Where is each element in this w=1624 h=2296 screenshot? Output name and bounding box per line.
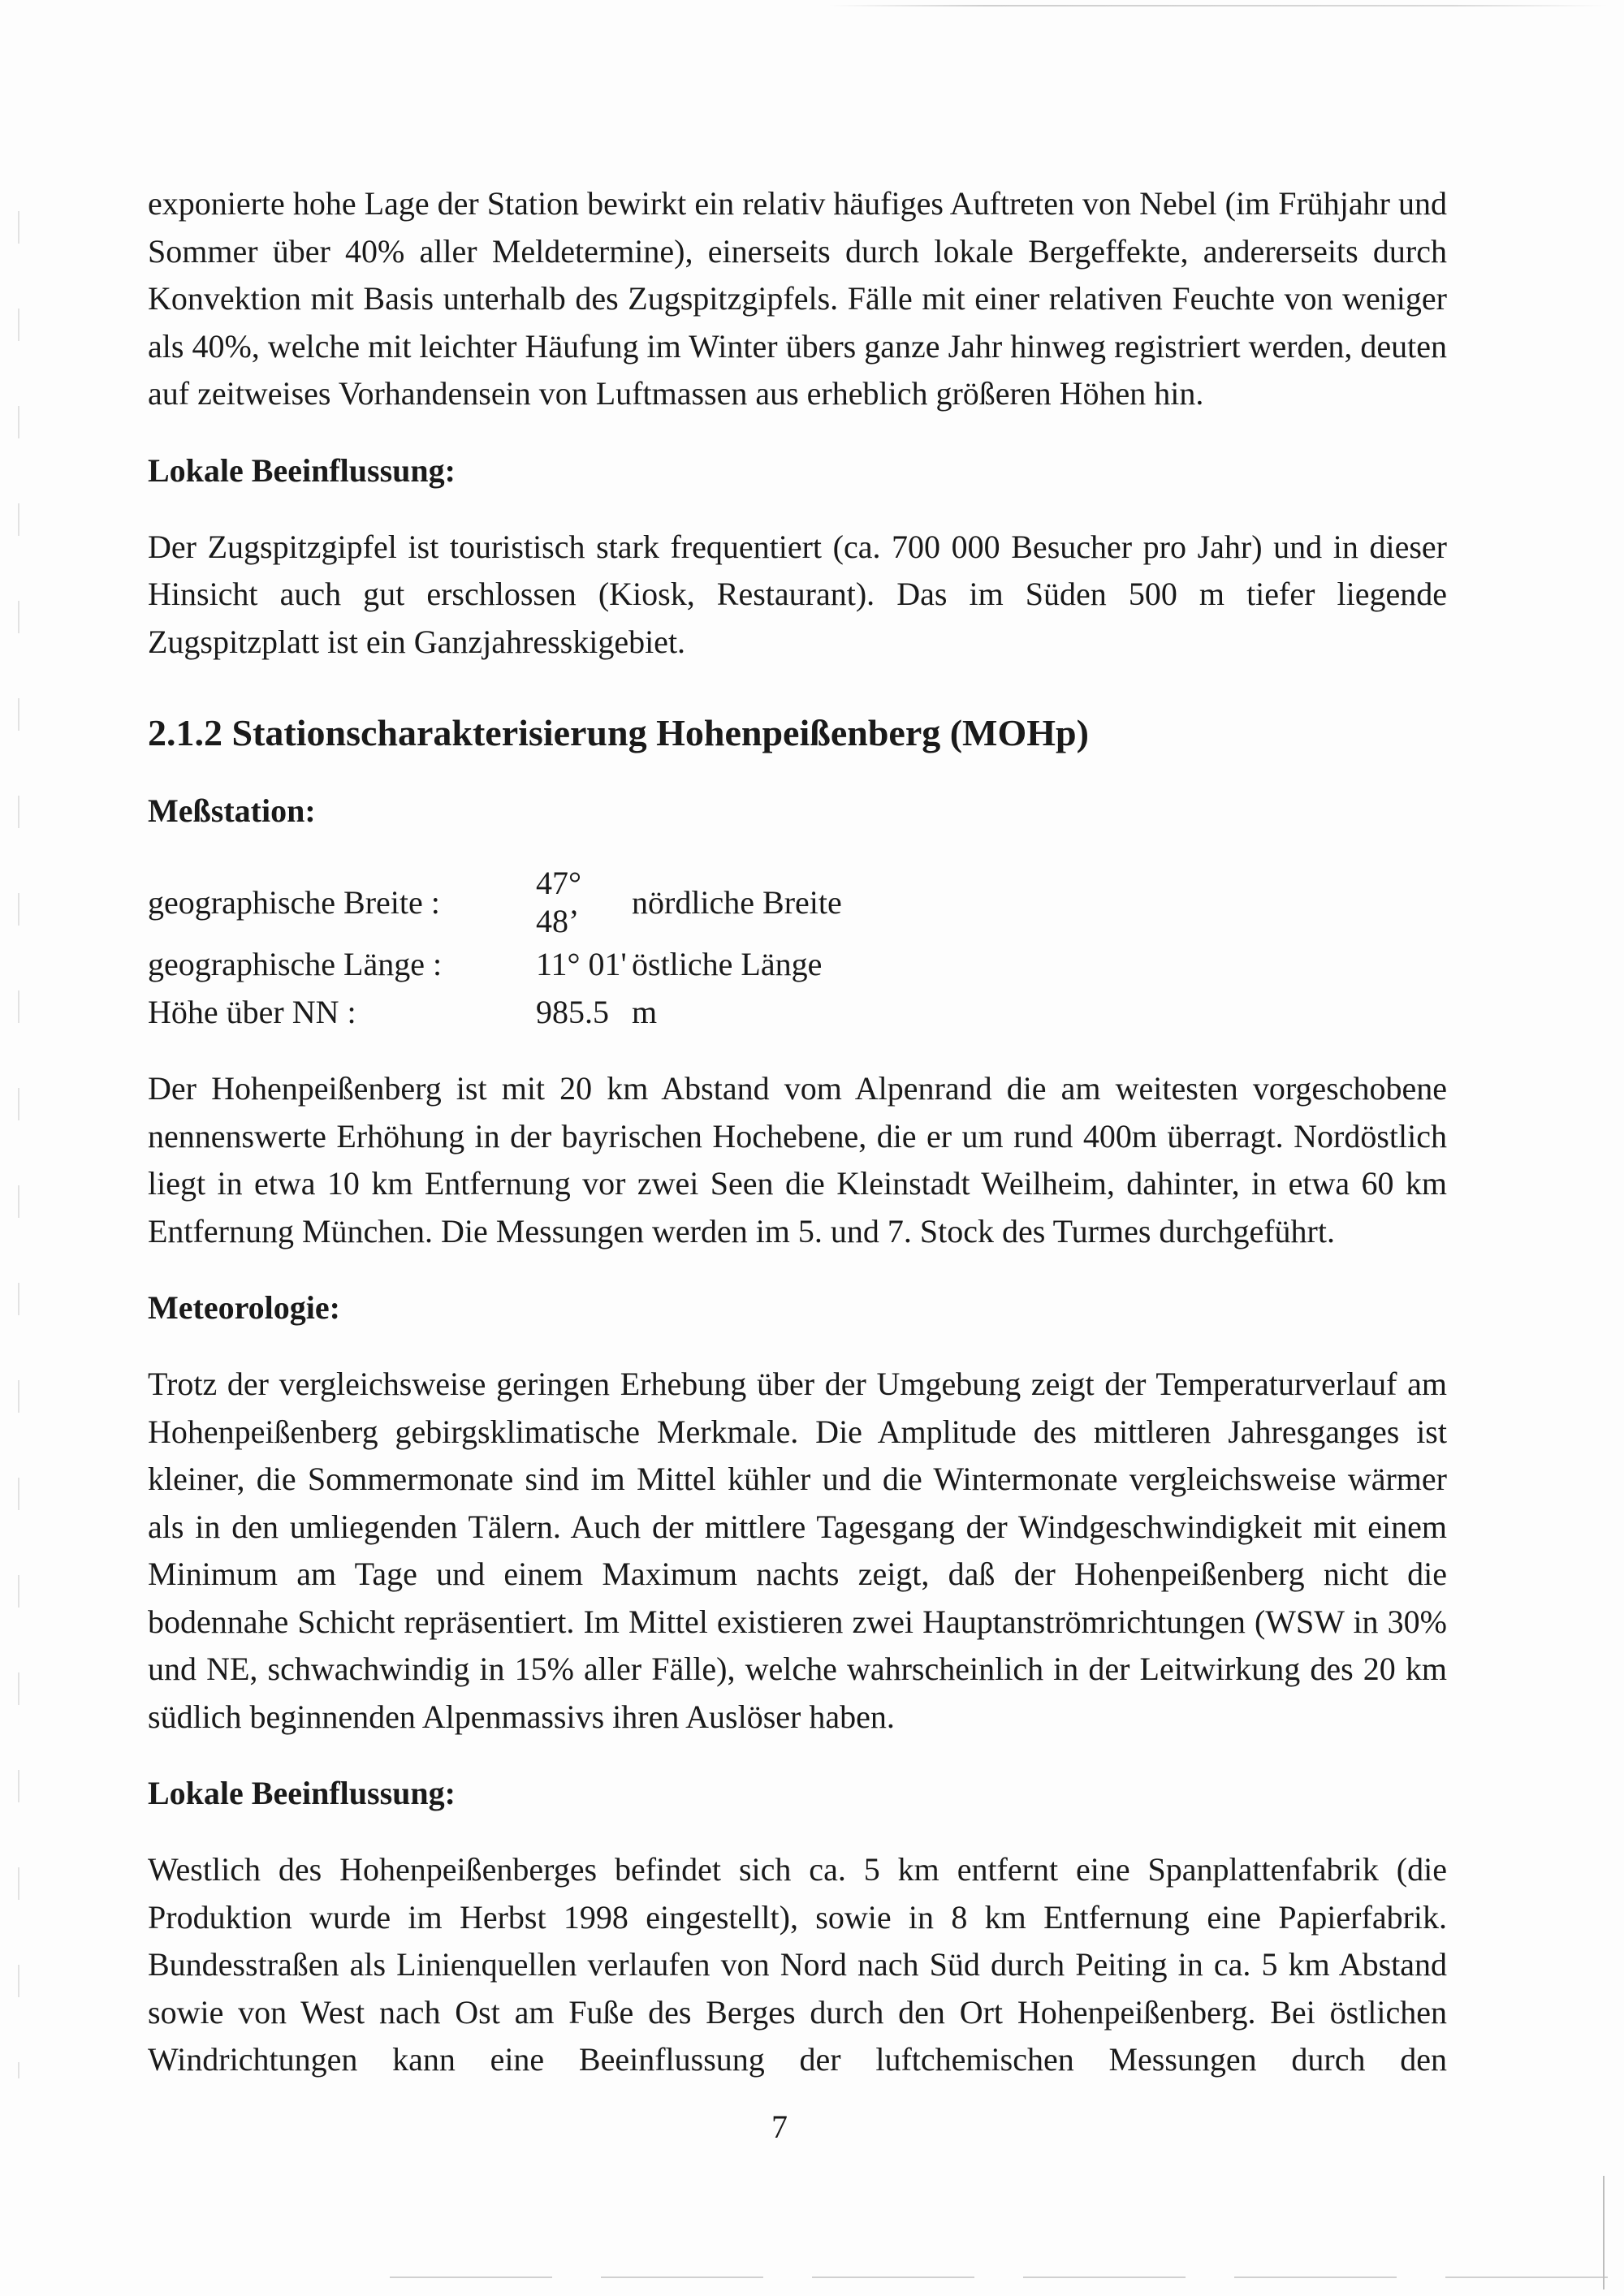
scan-artifact-bottom <box>390 2277 1608 2278</box>
coord-value: 47° 48’ <box>536 865 581 939</box>
heading-meteorology: Meteorologie: <box>148 1289 340 1326</box>
intro-paragraph: exponierte hohe Lage der Station bewirkt ein relativ häufiges Auftreten von Nebel (im Frühjahr und Sommer über 40% aller Meldetermine), einerseits durch lokale Bergeffekte, andererseits durch Konvektion mit Basis unterhalb des Zugspitzgipfels. Fälle mit einer relativen Feuchte von weniger als 40%, welche mit leichter Häufung im Winter übers ganze Jahr hinweg registriert werden, deuten auf zeitweises Vorhandensein von Luftmassen aus erheblich größeren Höhen hin. <box>148 185 1447 412</box>
coord-value: 11° 01' <box>536 946 627 982</box>
coord-label: geographische Länge : <box>148 946 443 982</box>
section-heading-2-1-2: 2.1.2 Stationscharakterisierung Hohenpeißenberg (MOHp) <box>148 712 1089 753</box>
coord-unit: m <box>632 994 658 1030</box>
coord-row-longitude <box>148 940 957 988</box>
station-coordinates-table <box>148 864 957 1036</box>
coord-row-altitude <box>148 988 957 1036</box>
heading-local-influence-hohenpeissenberg: Lokale Beeinflussung: <box>148 1775 456 1811</box>
coord-label: Höhe über NN : <box>148 994 356 1030</box>
scan-artifact-corner <box>1603 2176 1605 2290</box>
heading-local-influence-zugspitze: Lokale Beeinflussung: <box>148 451 456 489</box>
coord-unit: nördliche Breite <box>632 883 842 921</box>
heading-measuring-station: Meßstation: <box>148 792 316 829</box>
coord-unit: östliche Länge <box>632 946 823 982</box>
station-description-paragraph: Der Hohenpeißenberg ist mit 20 km Abstand vom Alpenrand die am weitesten vorgeschobene nennenswerte Erhöhung in der bayrischen Hochebene, die er um rund 400m überragt. Nordöstlich liegt in etwa 10 km Entfernung vor zwei Seen die Kleinstadt Weilheim, dahinter, in etwa 60 km Entfernung München. Die Messungen werden im 5. und 7. Stock des Turmes durchgeführt. <box>148 1070 1447 1249</box>
coord-label: geographische Breite : <box>148 883 440 921</box>
coord-value: 985.5 <box>536 994 609 1030</box>
page-content <box>148 180 1447 2084</box>
scan-artifact-left <box>18 211 19 2078</box>
page-number <box>0 2108 1624 2146</box>
hohenpeissenberg-local-paragraph: Westlich des Hohenpeißenberges befindet sich ca. 5 km entfernt eine Spanplattenfabrik (die Produktion wurde im Herbst 1998 eingestellt), sowie in 8 km Entfernung eine Papierfabrik. Bundesstraßen als Linienquellen verlaufen von Nord nach Süd durch Peiting in ca. 5 km Abstand sowie von West nach Ost am Fuße des Berges durch den Ort Hohenpeißenberg. Bei östlichen Windrichtungen kann eine Beeinflussung der luftchemischen Messungen durch den <box>148 1851 1447 2078</box>
page-number-text: 7 <box>771 2108 788 2145</box>
meteorology-paragraph: Trotz der vergleichsweise geringen Erhebung über der Umgebung zeigt der Temperaturverlauf am Hohenpeißenberg gebirgsklimatische Merkmale. Die Amplitude des mittleren Jahresganges ist kleiner, die Sommermonate sind im Mittel kühler und die Wintermonate vergleichsweise wärmer als in den umliegenden Tälern. Auch der mittlere Tagesgang der Windgeschwindigkeit mit einem Minimum am Tage und einem Maximum nachts zeigt, daß der Hohenpeißenberg nicht die bodennahe Schicht repräsentiert. Im Mittel existieren zwei Hauptanströmrichtungen (WSW in 30% und NE, schwachwindig in 15% aller Fälle), welche wahrscheinlich in der Leitwirkung des 20 km südlich beginnenden Alpenmassivs ihren Auslöser haben. <box>148 1366 1447 1735</box>
scan-artifact-top <box>828 5 1608 6</box>
zugspitze-local-paragraph: Der Zugspitzgipfel ist touristisch stark frequentiert (ca. 700 000 Besucher pro Jahr) und in dieser Hinsicht auch gut erschlossen (Kiosk, Restaurant). Das im Süden 500 m tiefer liegende Zugspitzplatt ist ein Ganzjahresskigebiet. <box>148 528 1447 660</box>
coord-row-latitude <box>148 864 957 940</box>
